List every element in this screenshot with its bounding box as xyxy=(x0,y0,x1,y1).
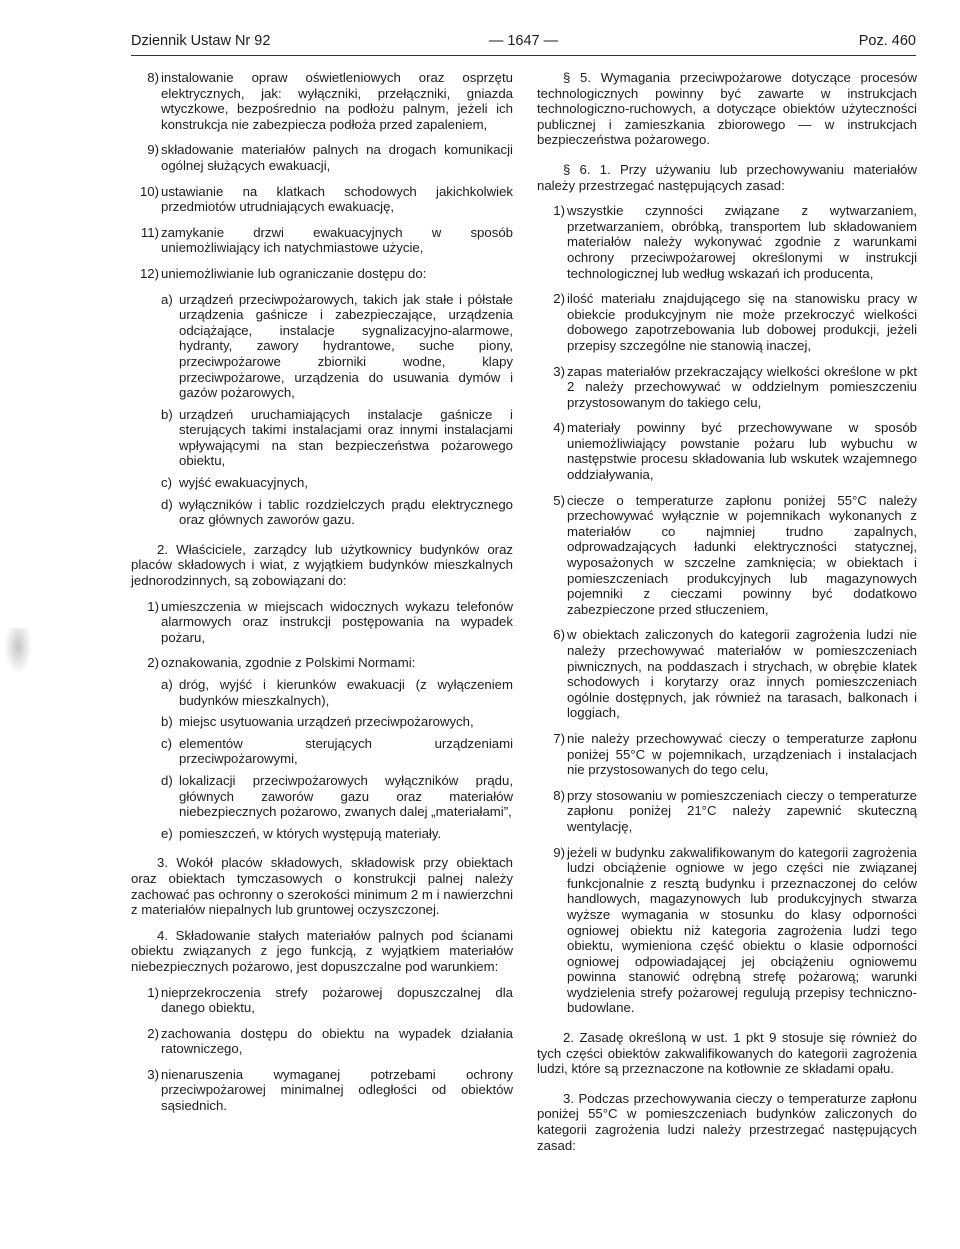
paragraph-2-subitems xyxy=(161,677,513,841)
para2-item-1 xyxy=(131,599,513,646)
para6-item-5 xyxy=(537,493,917,618)
sub-letter: a) xyxy=(161,677,173,692)
para6-item-4 xyxy=(537,420,917,482)
para6-item-6 xyxy=(537,627,917,721)
paragraph-4: 4. Składowanie stałych materiałów palnych pod ścianami obiektu związanych z jego funkcją, z wyjątkiem materiałów niebezpiecznych pożarowo, jest dopuszczalne pod warunkiem: xyxy=(131,927,513,974)
list-text: uniemożliwianie lub ograniczanie dostępu do: xyxy=(161,265,427,281)
sub-text: urządzeń przeciwpożarowych, takich jak stałe i półstałe urządzenia gaśnicze i zabezpieczające, urządzenia odciążające, instalacje sygnalizacyjno-alarmowe, hydranty, zawory hydrantowe, suche piony, przeciwpożarowe zbiorniki wodne, klapy przeciwpożarowe, urządzenia do usuwania dymów i gazów pożarowych, xyxy=(179,291,513,401)
sub-letter: e) xyxy=(161,825,173,841)
item12-sub-2 xyxy=(161,407,513,469)
list-text: składowanie materiałów palnych na drogach komunikacji ogólnej służących ewakuacji, xyxy=(161,142,513,173)
list-text: wszystkie czynności związane z wytwarzaniem, przetwarzaniem, obróbką, transportem lub składowaniem materiałów należy wykonywać zgodnie z warunkami ochrony przeciwpożarowej określonymi w instrukcji technologicznej lub według wskazań ich producenta, xyxy=(567,203,917,281)
list-number: 12) xyxy=(139,265,159,281)
item12-sub-3 xyxy=(161,475,513,491)
list-text: nie należy przechowywać cieczy o temperaturze zapłonu poniżej 55°C w pojemnikach, urządzeniach i instalacjach nie przystosowanych do tego celu, xyxy=(567,730,917,778)
list-text: zamykanie drzwi ewakuacyjnych w sposób uniemożliwiający ich natychmiastowe użycie, xyxy=(161,224,513,256)
journal-title: Dziennik Ustaw Nr 92 xyxy=(131,33,271,49)
sub-letter: c) xyxy=(161,475,172,491)
list-number: 3) xyxy=(553,363,565,379)
list-text: oznakowania, zgodnie z Polskimi Normami: xyxy=(161,655,416,671)
sub-text: elementów sterujących urządzeniami przeciwpożarowymi, xyxy=(179,735,513,767)
section-6-intro: § 6. 1. Przy używaniu lub przechowywaniu materiałów należy przestrzegać następujących zasad: xyxy=(537,161,917,193)
para6-item-1 xyxy=(537,203,917,281)
paragraph-3: 3. Wokół placów składowych, składowisk przy obiektach oraz obiektach tymczasowych o konstrukcji palnej należy zachować pas ochronny o szerokości minimum 2 m i nawierzchni z materiałów niepalnych lub gruntowej oczyszczonej. xyxy=(131,855,513,918)
para2-sub-5 xyxy=(161,826,513,842)
sub-letter: d) xyxy=(161,772,173,788)
section-6-paragraph-2: 2. Zasadę określoną w ust. 1 pkt 9 stosuje się również do tych części obiektów zakwalifikowanych do kategorii zagrożenia ludzi, które są przeznaczone na kotłownie ze składami opału. xyxy=(537,1030,917,1077)
right-column xyxy=(537,70,917,1163)
sub-letter: c) xyxy=(161,735,172,751)
list-text: zachowania dostępu do obiektu na wypadek działania ratowniczego, xyxy=(161,1025,513,1057)
list-number: 2) xyxy=(147,655,159,671)
para4-item-3 xyxy=(131,1067,513,1114)
sub-text: wyjść ewakuacyjnych, xyxy=(179,475,308,491)
sub-letter: d) xyxy=(161,496,173,512)
list-text: w obiektach zaliczonych do kategorii zagrożenia ludzi nie należy przechowywać materiałów w pomieszczeniach piwnicznych, na poddaszach i strychach, w obrębie klatek schodowych i korytarzy oraz innych pomieszczeniach ogólnie dostępnych, jak również na tarasach, balkonach i loggiach, xyxy=(567,627,917,721)
list-text: przy stosowaniu w pomieszczeniach cieczy o temperaturze zapłonu poniżej 21°C należy zapewnić skuteczną wentylację, xyxy=(567,787,917,834)
item12-sub-1 xyxy=(161,292,513,401)
para4-item-2 xyxy=(131,1026,513,1057)
page-header xyxy=(131,30,916,52)
section-6-paragraph-3: 3. Podczas przechowywania cieczy o temperaturze zapłonu poniżej 55°C w pomieszczeniach budynków zaliczonych do kategorii zagrożenia ludzi należy przestrzegać następujących zasad: xyxy=(537,1090,917,1153)
para6-item-7 xyxy=(537,731,917,778)
list-number: 1) xyxy=(147,598,159,614)
para6-item-3 xyxy=(537,364,917,411)
list-text: umieszczenia w miejscach widocznych wykazu telefonów alarmowych oraz instrukcji postępowania na wypadek pożaru, xyxy=(161,598,513,645)
sub-text: dróg, wyjść i kierunków ewakuacji (z wyłączeniem budynków mieszkalnych), xyxy=(179,677,513,708)
item12-sub-4 xyxy=(161,497,513,528)
left-item-1 xyxy=(131,70,513,132)
left-column xyxy=(131,70,513,1124)
para4-item-1 xyxy=(131,985,513,1016)
list-number: 3) xyxy=(147,1066,159,1082)
list-number: 9) xyxy=(147,142,159,158)
section-5: § 5. Wymagania przeciwpożarowe dotyczące procesów technologicznych powinny być zawarte w instrukcjach technologiczno-ruchowych, a dotyczące obiektów użyteczności publicznej i zamieszkania zbiorowego — w instrukcjach bezpieczeństwa pożarowego. xyxy=(537,70,917,148)
para2-sub-1 xyxy=(161,677,513,708)
sub-text: lokalizacji przeciwpożarowych wyłączników prądu, głównych zaworów gazu oraz materiałów niebezpiecznych pożarowo, zwanych dalej „materiałami”, xyxy=(179,772,513,820)
list-number: 11) xyxy=(140,224,159,240)
header-divider xyxy=(131,55,916,56)
list-number: 8) xyxy=(147,70,159,85)
list-text: nieprzekroczenia strefy pożarowej dopuszczalnej dla danego obiektu, xyxy=(161,984,513,1016)
para6-item-8 xyxy=(537,788,917,835)
list-text: jeżeli w budynku zakwalifikowanym do kategorii zagrożenia ludzi obciążenie ogniowe w jego części nie związanej funkcjonalnie z resztą budynku i przeznaczonej do celów handlowych, magazynowych lub produkcyjnych stwarza wyższe wymagania w stosunku do klasy odporności ogniowej obiektu niż kategoria zagrożenia ludzi tego obiektu, wymieniona część obiektu o klasie odporności ogniowej odpowiadającej jej obciążeniu ogniowemu powinna stanowić odrębną strefę pożarową; warunki wydzielenia strefy pożarowej regulują przepisy techniczno-budowlane. xyxy=(567,844,917,1016)
sub-letter: b) xyxy=(161,714,173,730)
sub-letter: b) xyxy=(161,406,173,422)
left-item-5 xyxy=(131,266,513,282)
position-number: Poz. 460 xyxy=(858,33,916,49)
para6-item-9 xyxy=(537,845,917,1017)
left-item-2 xyxy=(131,142,513,173)
list-text: nienaruszenia wymaganej potrzebami ochrony przeciwpożarowej minimalnej odległości od obiektów sąsiednich. xyxy=(161,1066,513,1114)
para2-item-2 xyxy=(131,655,513,671)
paragraph-2: 2. Właściciele, zarządcy lub użytkownicy budynków oraz placów składowych i wiat, z wyjątkiem budynków mieszkalnych jednorodzinnych, są zobowiązani do: xyxy=(131,541,513,589)
sub-text: miejsc usytuowania urządzeń przeciwpożarowych, xyxy=(179,714,474,730)
list-number: 4) xyxy=(553,420,565,436)
list-number: 10) xyxy=(139,183,159,199)
list-text: ilość materiału znajdującego się na stanowisku pracy w obiekcie produkcyjnym nie może przekroczyć wielkości dobowego zapotrzebowania lub dobowej produkcji, jeżeli przepisy szczególne nie stanowią inaczej, xyxy=(567,291,917,353)
list-number: 2) xyxy=(147,1025,159,1041)
list-text: materiały powinny być przechowywane w sposób uniemożliwiający powstanie pożaru lub wybuchu w następstwie procesu składowania lub wskutek wzajemnego oddziaływania, xyxy=(567,420,917,483)
para2-sub-3 xyxy=(161,736,513,767)
left-item-4 xyxy=(131,225,513,256)
para2-sub-4 xyxy=(161,773,513,820)
para2-sub-2 xyxy=(161,714,513,730)
list-text: zapas materiałów przekraczający wielkości określone w pkt 2 należy przechowywać w oddzielnym pomieszczeniu przystosowanym do takiego celu, xyxy=(567,363,917,410)
list-number: 1) xyxy=(147,984,159,1000)
list-number: 1) xyxy=(553,203,565,219)
left-item-3 xyxy=(131,184,513,215)
scan-blemish xyxy=(4,628,32,674)
para6-item-2 xyxy=(537,291,917,353)
list-number: 5) xyxy=(553,492,565,508)
list-text: ustawianie na klatkach schodowych jakichkolwiek przedmiotów utrudniających ewakuację, xyxy=(161,183,513,215)
item12-subitems xyxy=(161,292,513,528)
list-text: instalowanie opraw oświetleniowych oraz osprzętu elektrycznych, jak: wyłączniki, przełączniki, gniazda wtyczkowe, bezpośrednio na podłożu palnym, jeżeli ich konstrukcja nie zabezpiecza podłoża przed zapaleniem, xyxy=(161,70,513,132)
list-text: ciecze o temperaturze zapłonu poniżej 55°C należy przechowywać wyłącznie w pojemnikach wykonanych z materiałów co najmniej trudno zapalnych, odprowadzających ładunki elektryczności statycznej, wyposażonych w szczelne zamknięcia; w obiektach i pomieszczeniach produkcyjnych lub magazynowych pojemniki z cieczami powinny być dodatkowo zabezpieczone przed stłuczeniem, xyxy=(567,492,917,617)
list-number: 9) xyxy=(553,844,565,860)
list-number: 8) xyxy=(553,787,565,803)
list-number: 6) xyxy=(553,627,565,643)
sub-text: pomieszczeń, w których występują materiały. xyxy=(179,825,442,841)
sub-text: urządzeń uruchamiających instalacje gaśnicze i sterujących takimi instalacjami oraz innymi instalacjami wpływającymi na stan bezpieczeństwa pożarowego obiektu, xyxy=(179,406,513,469)
sub-text: wyłączników i tablic rozdzielczych prądu elektrycznego oraz głównych zaworów gazu. xyxy=(179,496,513,528)
list-number: 7) xyxy=(553,730,565,746)
page-number: — 1647 — xyxy=(488,33,559,49)
sub-letter: a) xyxy=(161,291,173,307)
list-number: 2) xyxy=(553,291,565,307)
